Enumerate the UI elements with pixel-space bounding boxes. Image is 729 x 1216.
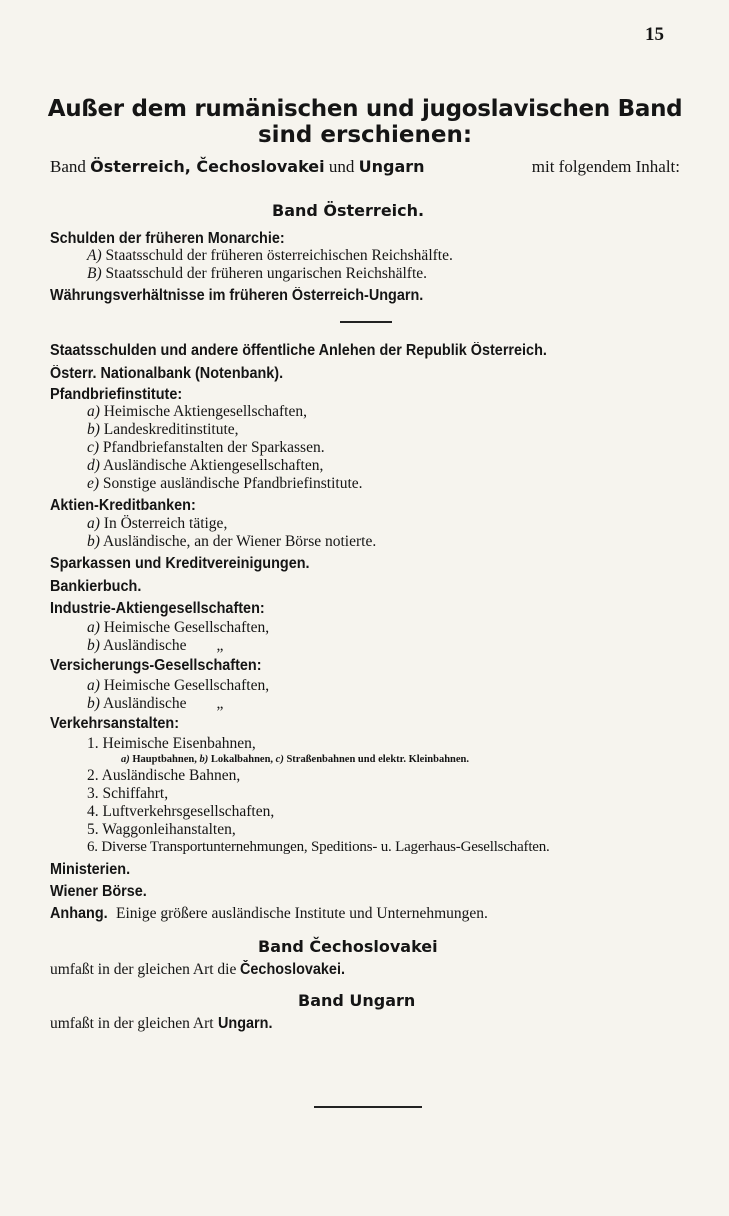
heading-sparkassen: Sparkassen und Kreditvereinigungen. bbox=[50, 555, 310, 572]
verkehr-item-6: 6. Diverse Transportunternehmungen, Speditions- u. Lagerhaus-Gesellschaften. bbox=[87, 839, 550, 855]
verkehr-item-5: 5. Waggonleihanstalten, bbox=[87, 821, 236, 838]
page-title-line-2: sind erschienen: bbox=[257, 122, 473, 148]
section-heading-cechoslovakei: Band Čechoslovakei bbox=[258, 937, 438, 956]
industrie-item-b: b) Ausländische „ bbox=[87, 637, 224, 654]
aktienkredit-item-b: b) Ausländische, an der Wiener Börse notierte. bbox=[87, 533, 377, 550]
heading-aktienkredit: Aktien-Kreditbanken: bbox=[50, 497, 196, 514]
heading-waehrung: Währungsverhältnisse im früheren Österreich-Ungarn. bbox=[50, 287, 424, 304]
section-divider bbox=[340, 321, 392, 323]
intro-ungarn: Ungarn bbox=[358, 157, 425, 176]
page-number: 15 bbox=[645, 24, 664, 45]
schulden-item-b: B) Staatsschuld der früheren ungarischen Reichshälfte. bbox=[87, 265, 428, 282]
verkehr-subitems: a) Hauptbahnen, b) Lokalbahnen, c) Straßenbahnen und elektr. Kleinbahnen. bbox=[121, 754, 469, 765]
anhang-text: Einige größere ausländische Institute und Unternehmungen. bbox=[116, 905, 488, 922]
heading-boerse: Wiener Börse. bbox=[50, 883, 147, 900]
verkehr-item-4: 4. Luftverkehrsgesellschaften, bbox=[87, 803, 275, 820]
pfandbrief-item-d: d) Ausländische Aktiengesellschaften, bbox=[87, 457, 324, 474]
intro-band: Band bbox=[50, 157, 86, 176]
heading-ministerien: Ministerien. bbox=[50, 861, 131, 878]
page-title-line-1: Außer dem rumänischen und jugoslavischen Band bbox=[47, 96, 683, 122]
anhang-line bbox=[50, 905, 488, 923]
verkehr-item-3: 3. Schiffahrt, bbox=[87, 785, 169, 802]
cechoslovakei-text: umfaßt in der gleichen Art die Čechoslovakei. bbox=[50, 961, 346, 978]
pfandbrief-item-e: e) Sonstige ausländische Pfandbriefinstitute. bbox=[87, 475, 363, 492]
heading-pfandbrief: Pfandbriefinstitute: bbox=[50, 386, 183, 403]
heading-schulden: Schulden der früheren Monarchie: bbox=[50, 230, 285, 247]
heading-industrie: Industrie-Aktiengesellschaften: bbox=[50, 600, 265, 617]
versicherung-item-a: a) Heimische Gesellschaften, bbox=[87, 677, 270, 694]
ditto-mark: „ bbox=[216, 695, 224, 712]
intro-line bbox=[50, 157, 680, 177]
intro-tail: mit folgendem Inhalt: bbox=[531, 157, 680, 176]
ungarn-text: umfaßt in der gleichen Art Ungarn. bbox=[50, 1015, 273, 1032]
schulden-item-a: A) Staatsschuld der früheren österreichischen Reichshälfte. bbox=[87, 247, 453, 264]
ditto-mark: „ bbox=[216, 637, 224, 654]
heading-bankierbuch: Bankierbuch. bbox=[50, 578, 142, 595]
section-heading-ungarn: Band Ungarn bbox=[298, 991, 416, 1010]
intro-und: und bbox=[328, 157, 355, 176]
section-heading-oesterreich: Band Österreich. bbox=[272, 201, 425, 220]
intro-countries: Österreich, Čechoslovakei bbox=[90, 157, 325, 176]
heading-staatsschulden: Staatsschulden und andere öffentliche Anlehen der Republik Österreich. bbox=[50, 342, 547, 359]
aktienkredit-item-a: a) In Österreich tätige, bbox=[87, 515, 228, 532]
verkehr-item-2: 2. Ausländische Bahnen, bbox=[87, 767, 241, 784]
end-rule bbox=[314, 1106, 422, 1108]
versicherung-item-b: b) Ausländische „ bbox=[87, 695, 224, 712]
verkehr-item-1: 1. Heimische Eisenbahnen, bbox=[87, 735, 256, 752]
industrie-item-a: a) Heimische Gesellschaften, bbox=[87, 619, 270, 636]
pfandbrief-item-b: b) Landeskreditinstitute, bbox=[87, 421, 239, 438]
heading-versicherung: Versicherungs-Gesellschaften: bbox=[50, 657, 262, 674]
pfandbrief-item-c: c) Pfandbriefanstalten der Sparkassen. bbox=[87, 439, 325, 456]
pfandbrief-item-a: a) Heimische Aktiengesellschaften, bbox=[87, 403, 307, 420]
anhang-label: Anhang. bbox=[50, 905, 108, 922]
heading-verkehr: Verkehrsanstalten: bbox=[50, 715, 180, 732]
heading-nationalbank: Österr. Nationalbank (Notenbank). bbox=[50, 365, 284, 382]
